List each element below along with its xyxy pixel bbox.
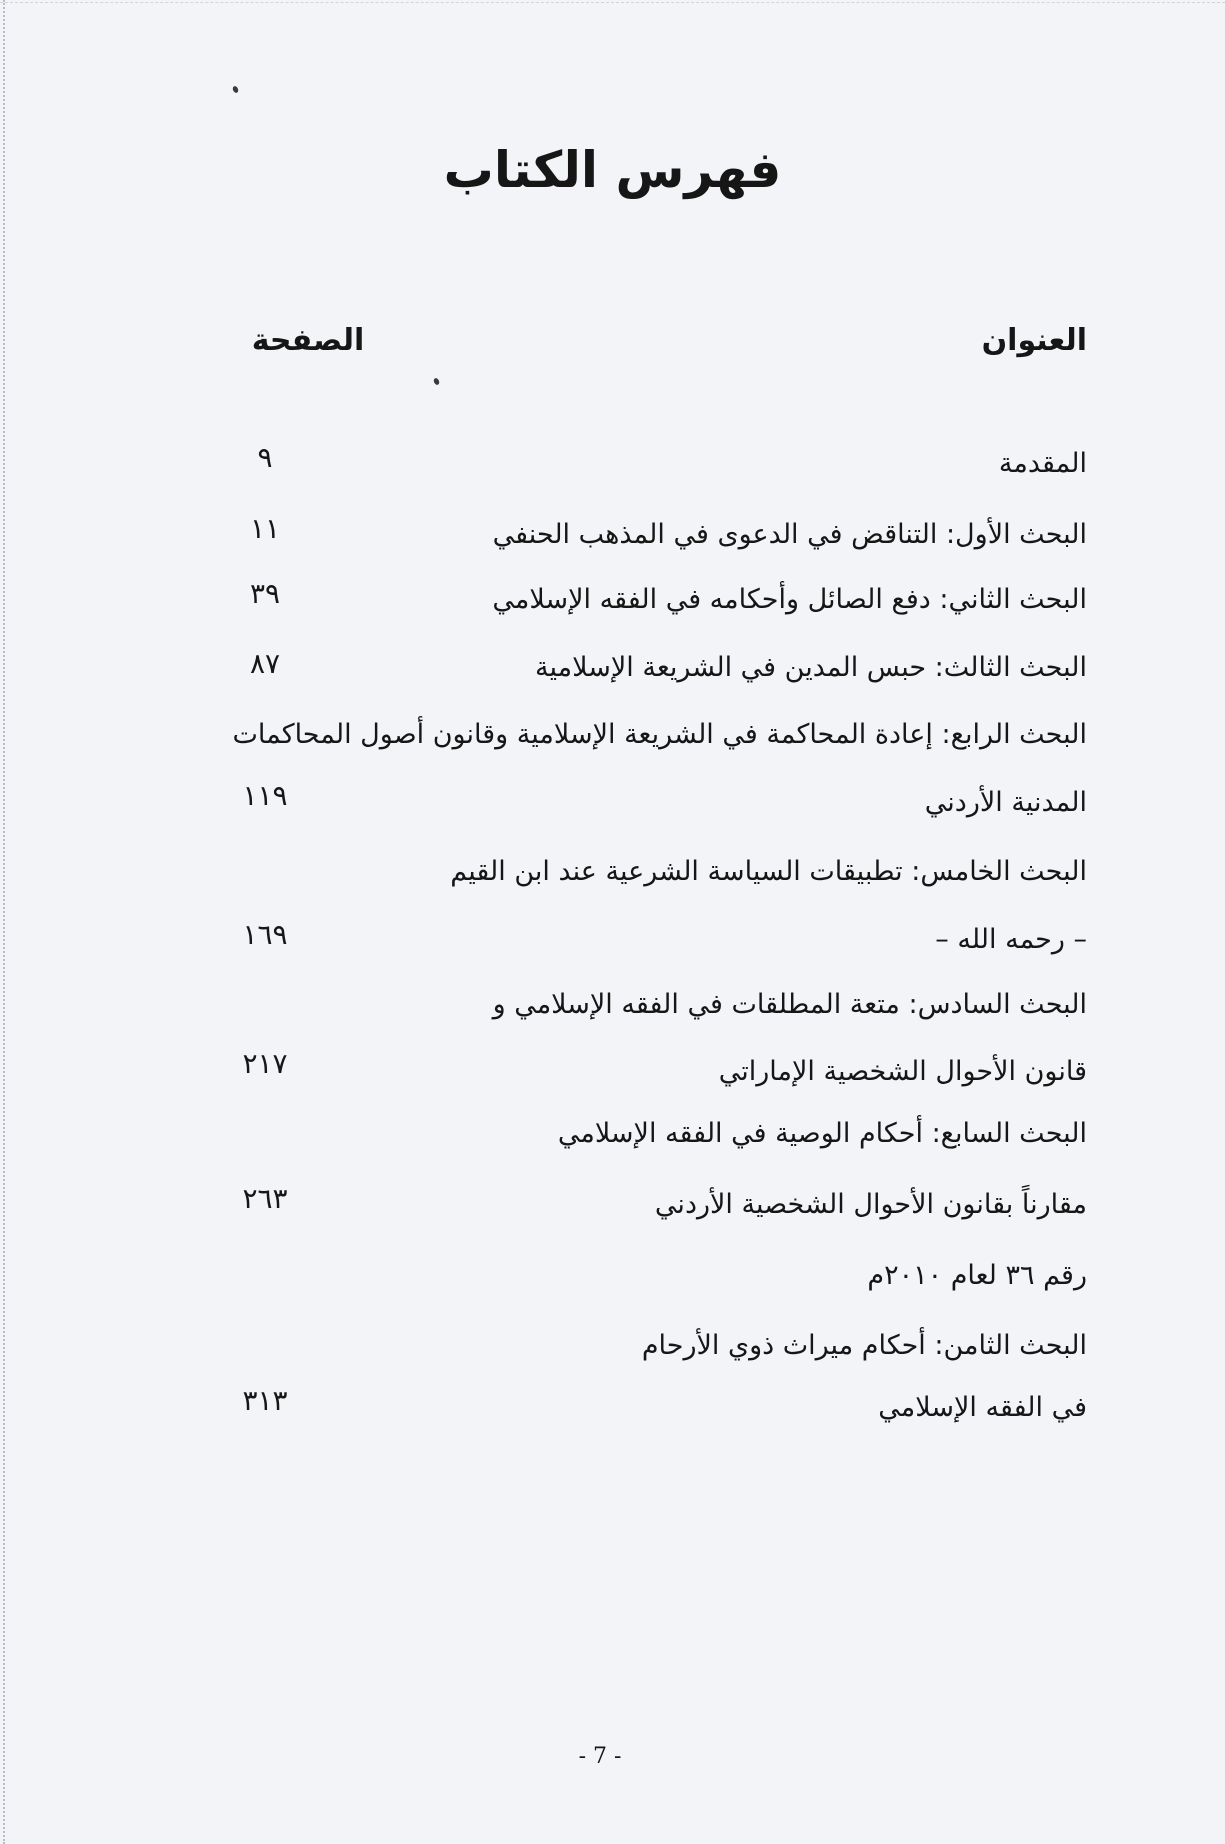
toc-page-number: ١١: [249, 512, 281, 545]
toc-page-number: ٨٧: [249, 647, 281, 680]
page-title: فهرس الكتاب: [443, 141, 782, 199]
toc-page-number: ١١٩: [242, 779, 288, 812]
toc-entry-research-1: البحث الأول: التناقض في الدعوى في المذهب الحنفي: [492, 519, 1087, 550]
toc-entry-research-7-continued: رقم ٣٦ لعام ٢٠١٠م: [867, 1260, 1087, 1291]
toc-page-number: ٣١٣: [242, 1384, 288, 1417]
toc-entry-research-3: البحث الثالث: حبس المدين في الشريعة الإسلامية: [535, 652, 1087, 683]
toc-entry-research-6-continued: قانون الأحوال الشخصية الإماراتي: [718, 1056, 1087, 1087]
toc-entry-research-2: البحث الثاني: دفع الصائل وأحكامه في الفقه الإسلامي: [492, 584, 1087, 615]
toc-page-number: ٩: [257, 441, 273, 474]
toc-entry-research-8: البحث الثامن: أحكام ميراث ذوي الأرحام: [641, 1330, 1087, 1361]
toc-entry-research-4: البحث الرابع: إعادة المحاكمة في الشريعة الإسلامية وقانون أصول المحاكمات: [232, 719, 1087, 750]
column-header-title: العنوان: [981, 323, 1087, 358]
toc-entry-research-7: البحث السابع: أحكام الوصية في الفقه الإسلامي: [557, 1118, 1087, 1149]
toc-entry-research-5: البحث الخامس: تطبيقات السياسة الشرعية عند ابن القيم: [450, 856, 1087, 887]
ink-speck: [232, 85, 239, 93]
toc-entry-research-4-continued: المدنية الأردني: [924, 787, 1087, 818]
page-top-edge: [0, 2, 1225, 3]
toc-entry-research-7-continued: مقارناً بقانون الأحوال الشخصية الأردني: [654, 1189, 1087, 1220]
toc-page-number: ٣٩: [249, 577, 281, 610]
toc-entry-research-8-continued: في الفقه الإسلامي: [878, 1392, 1087, 1423]
toc-entry-research-5-continued: – رحمه الله –: [935, 924, 1087, 955]
toc-page-number: ١٦٩: [242, 918, 288, 951]
toc-entry-introduction: المقدمة: [998, 448, 1087, 479]
ink-speck: [433, 377, 440, 385]
toc-entry-research-6: البحث السادس: متعة المطلقات في الفقه الإسلامي و: [492, 989, 1087, 1020]
column-header-page: الصفحة: [251, 323, 365, 358]
page-edge-perforation: [3, 0, 5, 1844]
page-number-footer: - 7 -: [578, 1744, 622, 1769]
toc-page-number: ٢١٧: [242, 1047, 288, 1080]
toc-page-number: ٢٦٣: [242, 1182, 288, 1215]
